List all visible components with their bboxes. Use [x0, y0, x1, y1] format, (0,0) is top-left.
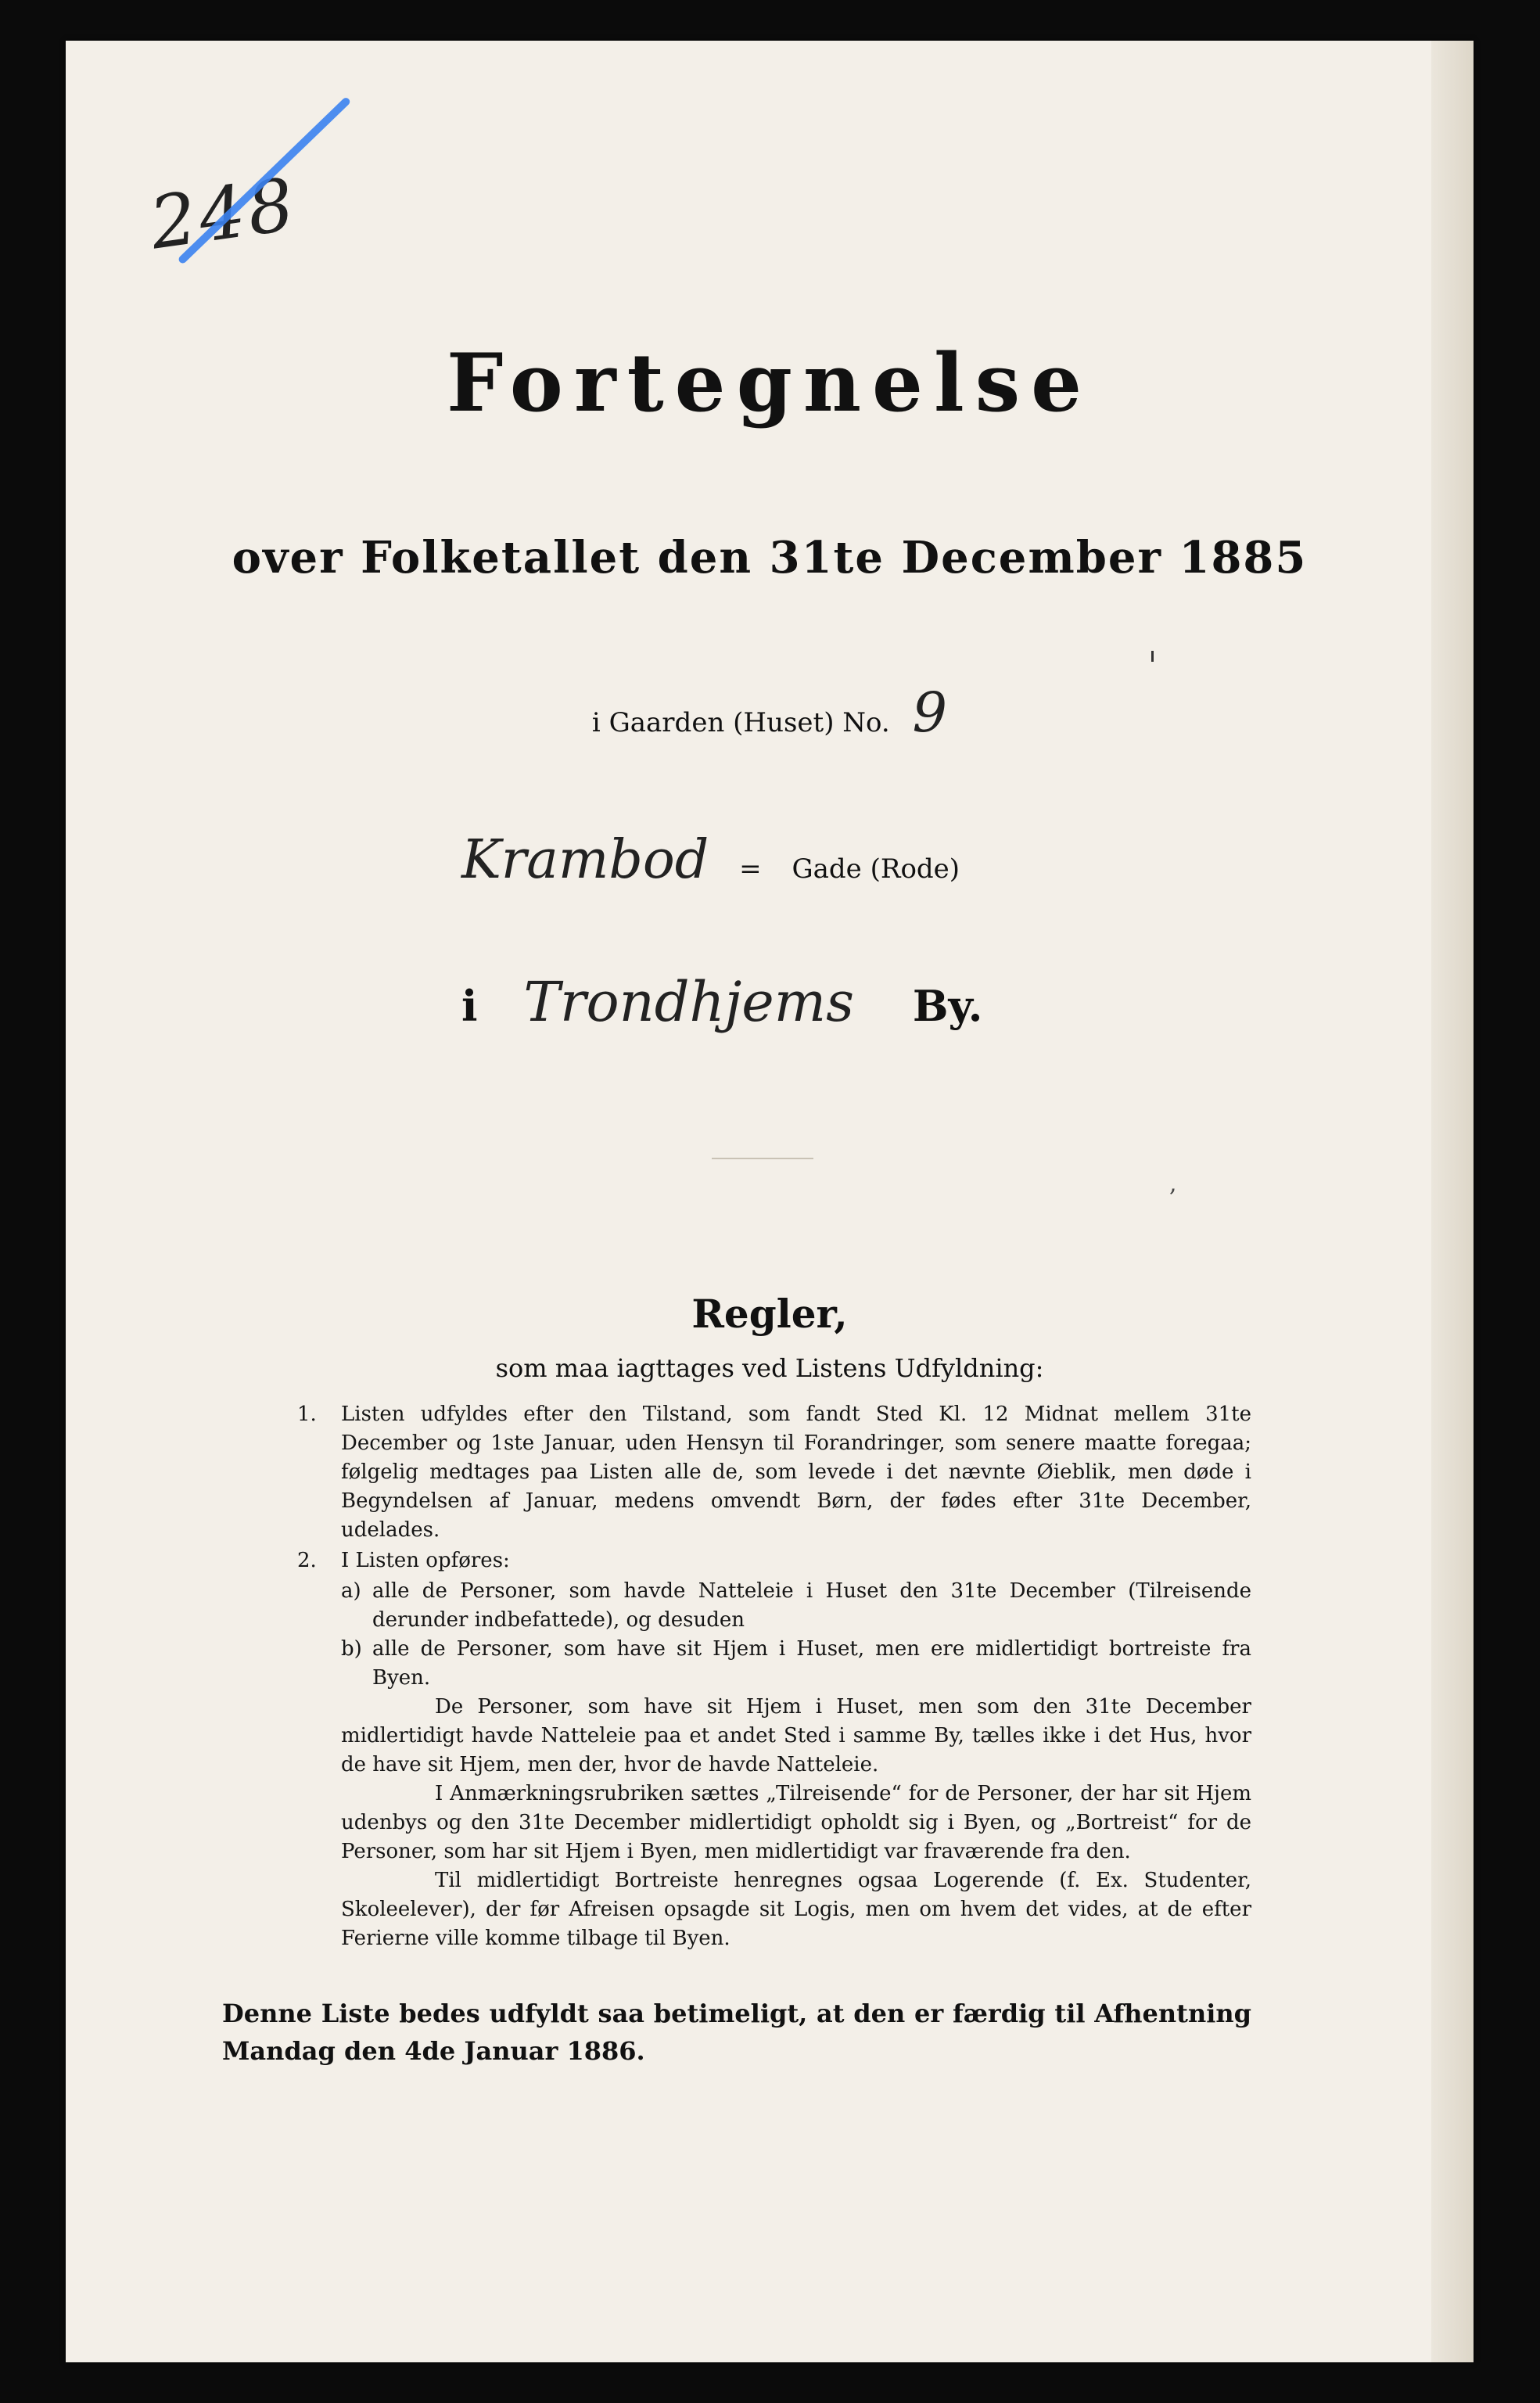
rule-item-2b: [341, 1635, 1251, 1693]
house-number: 9: [912, 681, 948, 745]
rule-text: Listen udfyldes efter den Tilstand, som fandt Sted Kl. 12 Midnat mellem 31te December og 1ste Januar, uden Hensyn til Forandringer, som senere maatte foregaa; følgelig medtages paa Listen alle de, som levede i det nævnte Øieblik, men døde i Begyndelsen af Januar, medens omvendt Børn, der fødes efter 31te December, udelades.: [341, 1403, 1251, 1542]
street-separator: =: [739, 853, 762, 885]
rule-text: I Listen opføres:: [341, 1549, 510, 1572]
rule-number: 2.: [297, 1549, 317, 1572]
rule-item-2a: [341, 1577, 1251, 1635]
ink-tick-mark: [1151, 651, 1154, 662]
document-title: Fortegnelse: [446, 336, 1093, 430]
street-name: Krambod: [461, 829, 709, 891]
ink-mark: ,: [1169, 1170, 1177, 1198]
rules-subheading: som maa iagttages ved Listens Udfyldning:: [495, 1353, 1044, 1383]
rule-number: 1.: [297, 1403, 317, 1426]
city-name: Trondhjems: [523, 970, 855, 1034]
city-line: [461, 970, 982, 1034]
rule-item-1: [297, 1400, 1251, 1545]
deadline-note: Denne Liste bedes udfyldt saa betimeligt, at den er færdig til Afhentning Mandag den 4de Januar 1886.: [222, 1999, 1251, 2066]
rule-text: alle de Personer, som havde Natteleie i Huset den 31te December (Tilreisende derunder indbefattede), og desuden: [372, 1579, 1251, 1632]
rules-body: [297, 1400, 1251, 1953]
rule-text: alle de Personer, som have sit Hjem i Huset, men ere midlertidigt bortreiste fra Byen.: [372, 1637, 1251, 1690]
house-label: i Gaarden (Huset) No.: [591, 707, 890, 738]
rule-subnumber: a): [341, 1579, 361, 1603]
house-line: [66, 681, 1474, 745]
rule-item-2: [297, 1546, 1251, 1575]
rule-paragraph: Til midlertidigt Bortreiste henregnes ogsaa Logerende (f. Ex. Studenter, Skoleelever), der før Afreisen opsagde sit Logis, men om hvem det vides, at de efter Ferierne ville komme tilbage til Byen.: [341, 1869, 1251, 1950]
rule-subnumber: b): [341, 1637, 362, 1661]
document-subtitle: over Folketallet den 31te December 1885: [232, 532, 1308, 584]
rule-paragraph: I Anmærkningsrubriken sættes „Tilreisende“ for de Personer, der har sit Hjem udenbys og den 31te December midlertidigt opholdt sig i Byen, og „Bortreist“ for de Personer, som har sit Hjem i Byen, men midlertidigt var fraværende fra den.: [341, 1782, 1251, 1863]
rule-paragraph: De Personer, som have sit Hjem i Huset, men som den 31te December midlertidigt havde Natteleie paa et andet Sted i samme By, tælles ikke i det Hus, hvor de have sit Hjem, men der, hvor de havde Natteleie.: [341, 1695, 1251, 1776]
city-prefix: i: [461, 981, 478, 1031]
street-line: [461, 829, 960, 891]
divider: [712, 1158, 813, 1159]
city-suffix: By.: [912, 981, 983, 1031]
rules-heading: Regler,: [691, 1291, 848, 1337]
street-label: Gade (Rode): [792, 853, 960, 885]
